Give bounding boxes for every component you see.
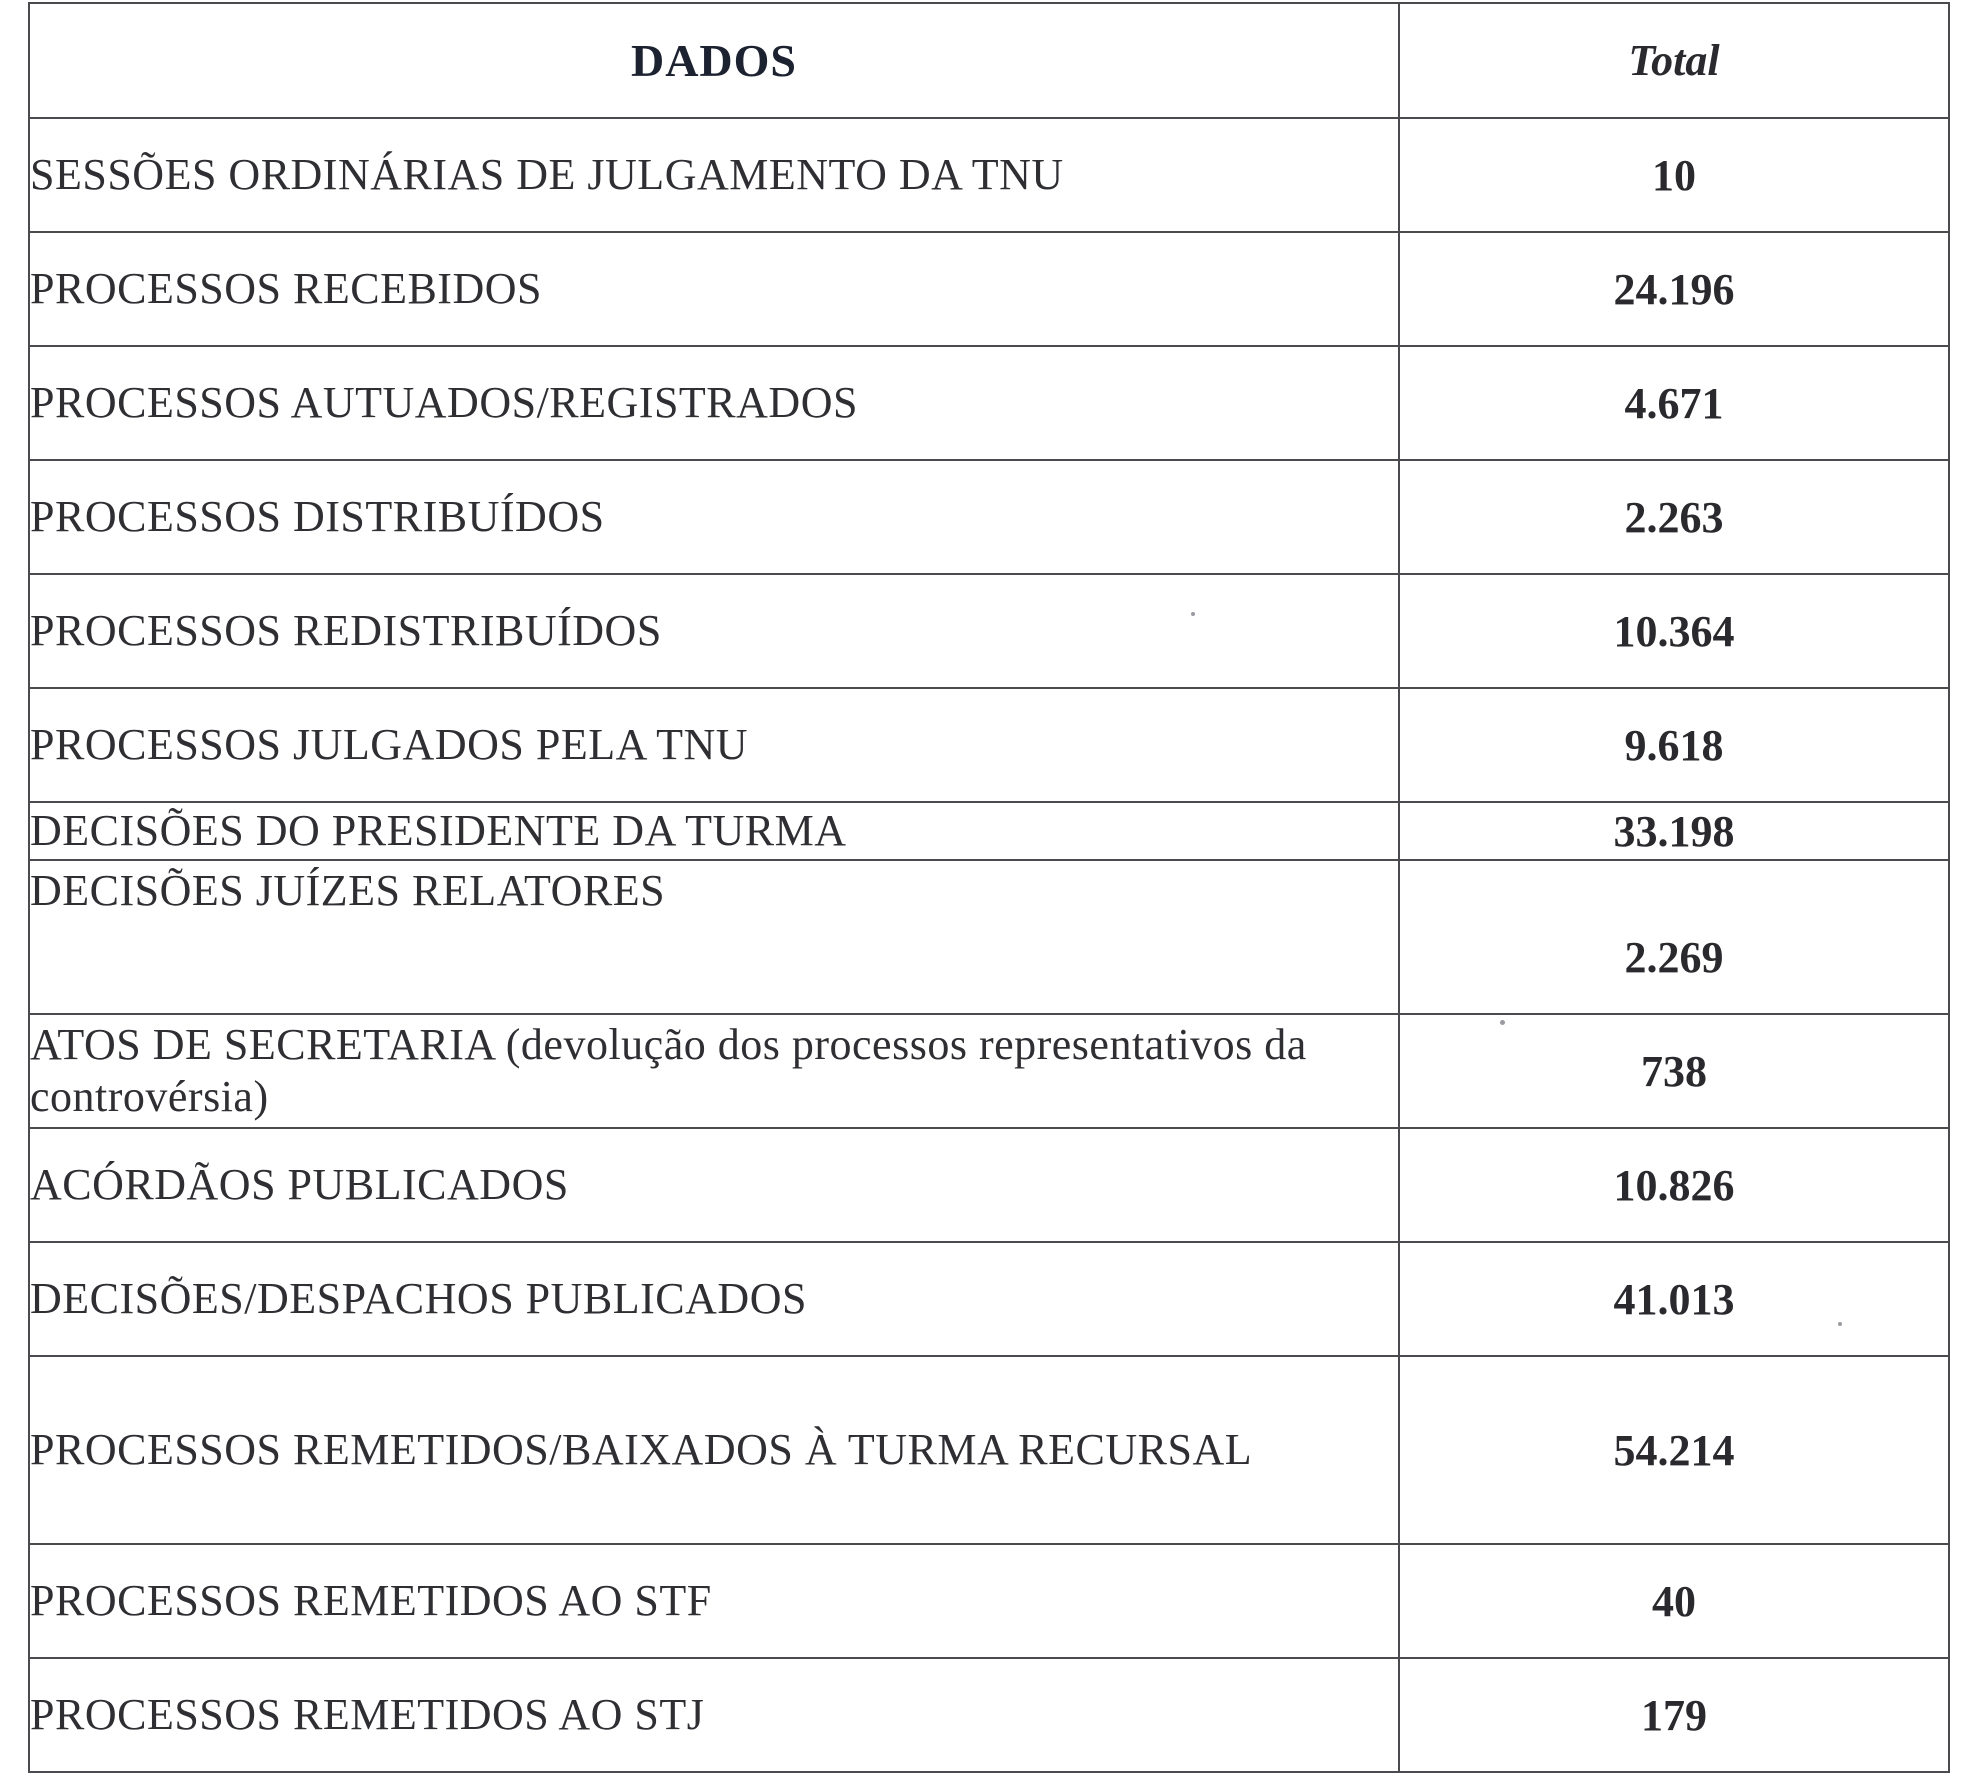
scan-speck bbox=[1191, 612, 1195, 616]
row-total: 10 bbox=[1399, 118, 1949, 232]
table-row bbox=[29, 1356, 1949, 1544]
row-label: PROCESSOS JULGADOS PELA TNU bbox=[29, 688, 1399, 802]
table-row bbox=[29, 688, 1949, 802]
document-sheet bbox=[28, 2, 1948, 1742]
row-total: 2.263 bbox=[1399, 460, 1949, 574]
row-label: PROCESSOS REMETIDOS AO STJ bbox=[29, 1658, 1399, 1772]
table-row bbox=[29, 1544, 1949, 1658]
table-row bbox=[29, 574, 1949, 688]
row-label: PROCESSOS AUTUADOS/REGISTRADOS bbox=[29, 346, 1399, 460]
row-total: 54.214 bbox=[1399, 1356, 1949, 1544]
table-header-row bbox=[29, 3, 1949, 118]
header-total: Total bbox=[1399, 3, 1949, 118]
statistics-table bbox=[28, 2, 1950, 1773]
table-row bbox=[29, 460, 1949, 574]
row-label: PROCESSOS REMETIDOS AO STF bbox=[29, 1544, 1399, 1658]
table-row bbox=[29, 802, 1949, 860]
row-total: 10.364 bbox=[1399, 574, 1949, 688]
row-total: 24.196 bbox=[1399, 232, 1949, 346]
row-total: 4.671 bbox=[1399, 346, 1949, 460]
row-total: 738 bbox=[1399, 1014, 1949, 1128]
table-row bbox=[29, 1014, 1949, 1128]
row-total: 33.198 bbox=[1399, 802, 1949, 860]
row-total: 2.269 bbox=[1399, 860, 1949, 1014]
row-label: PROCESSOS DISTRIBUÍDOS bbox=[29, 460, 1399, 574]
table-row bbox=[29, 1128, 1949, 1242]
table-row bbox=[29, 1242, 1949, 1356]
row-total: 40 bbox=[1399, 1544, 1949, 1658]
scan-speck bbox=[1838, 1322, 1842, 1326]
row-label: SESSÕES ORDINÁRIAS DE JULGAMENTO DA TNU bbox=[29, 118, 1399, 232]
row-label: DECISÕES/DESPACHOS PUBLICADOS bbox=[29, 1242, 1399, 1356]
row-label: ACÓRDÃOS PUBLICADOS bbox=[29, 1128, 1399, 1242]
table-row bbox=[29, 232, 1949, 346]
scan-speck bbox=[1500, 1020, 1505, 1025]
table-row bbox=[29, 118, 1949, 232]
row-label: DECISÕES DO PRESIDENTE DA TURMA bbox=[29, 802, 1399, 860]
row-total: 179 bbox=[1399, 1658, 1949, 1772]
table-row bbox=[29, 860, 1949, 1014]
row-total: 41.013 bbox=[1399, 1242, 1949, 1356]
row-label: PROCESSOS REDISTRIBUÍDOS bbox=[29, 574, 1399, 688]
row-label: ATOS DE SECRETARIA (devolução dos processos representativos da controvérsia) bbox=[29, 1014, 1399, 1128]
table-row bbox=[29, 346, 1949, 460]
row-label: DECISÕES JUÍZES RELATORES bbox=[29, 860, 1399, 1014]
row-label: PROCESSOS REMETIDOS/BAIXADOS À TURMA RECURSAL bbox=[29, 1356, 1399, 1544]
row-label: PROCESSOS RECEBIDOS bbox=[29, 232, 1399, 346]
header-dados: DADOS bbox=[29, 3, 1399, 118]
row-total: 9.618 bbox=[1399, 688, 1949, 802]
row-total: 10.826 bbox=[1399, 1128, 1949, 1242]
